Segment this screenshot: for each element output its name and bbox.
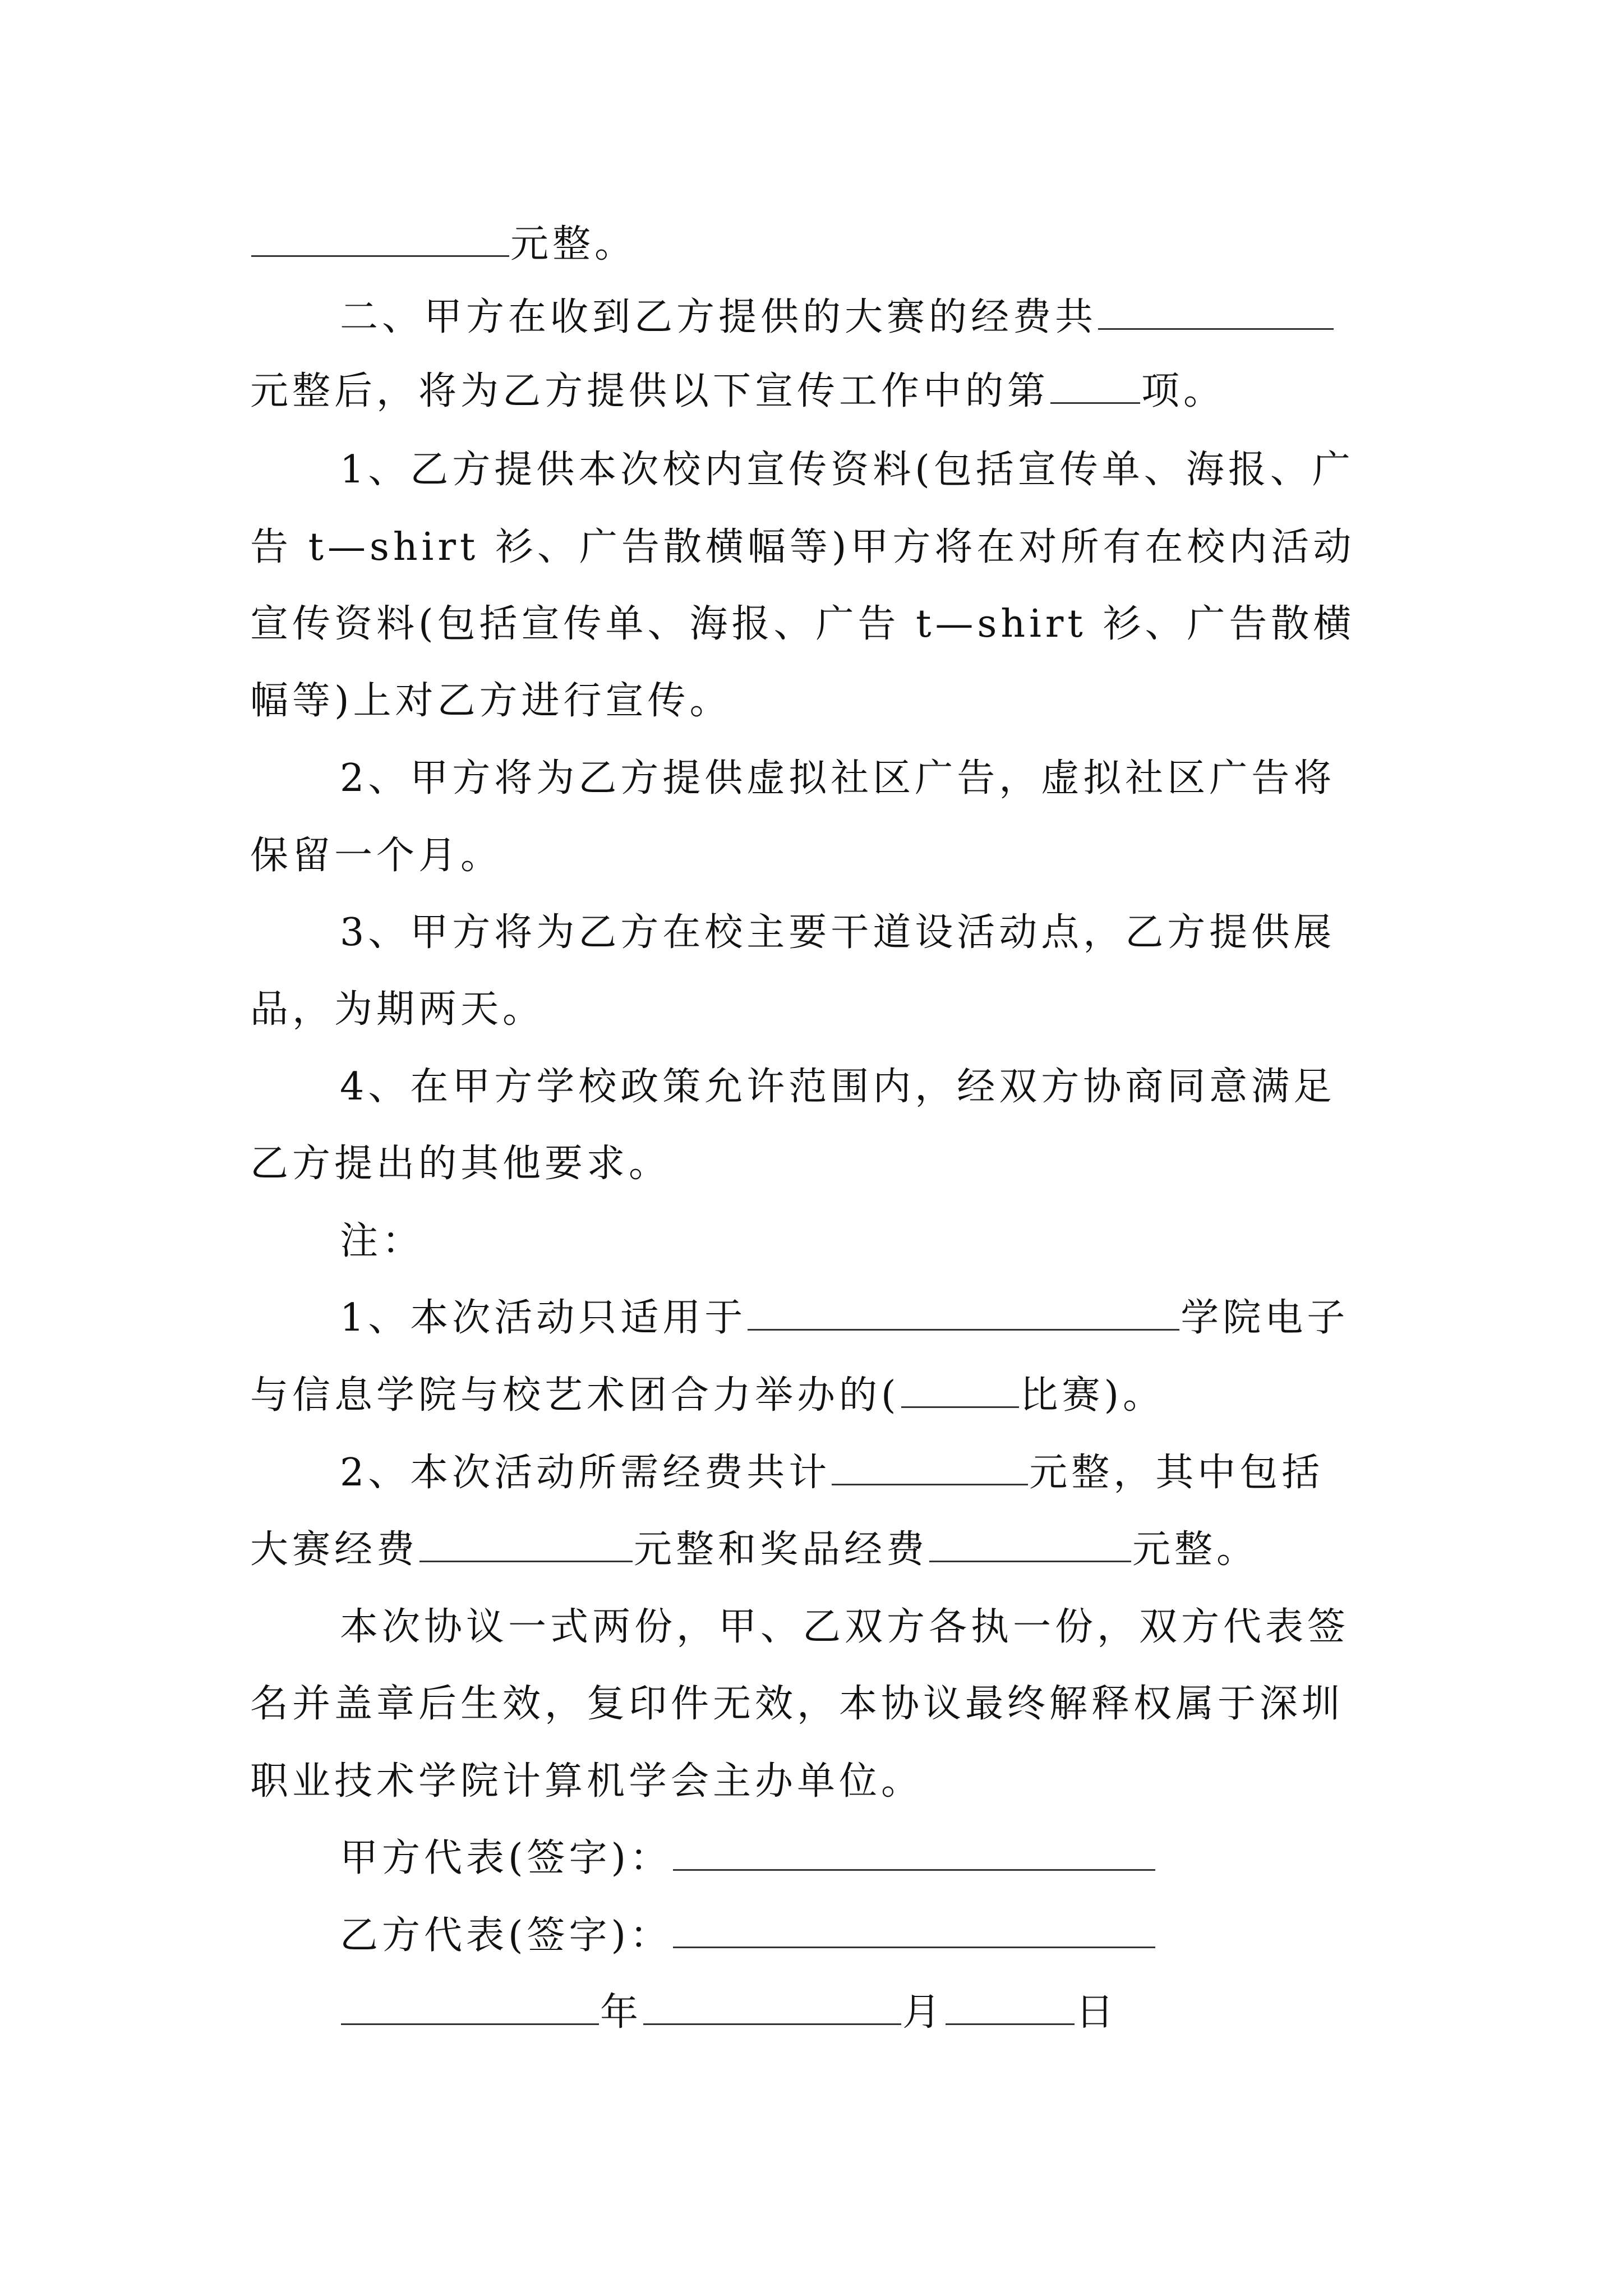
party-a-signature [340,1832,1156,1885]
fill-blank [901,1369,1019,1408]
text-line [250,218,637,272]
month-blank [643,1986,901,2025]
party-b-signature [340,1909,1156,1963]
signature-line [673,1832,1155,1871]
fill-blank [1050,365,1140,404]
date-line [340,1986,1118,2040]
signature-line [673,1910,1155,1948]
text-span: 项。 [1141,369,1226,413]
text-line [250,365,1225,418]
text-span: 年 [600,1990,643,2035]
text-line: 本次协议一式两份，甲、乙双方各执一份，双方代表签 [340,1605,1350,1649]
text-span: 2、本次活动所需经费共计 [340,1451,831,1495]
text-line: 宣传资料(包括宣传单、海报、广告 t—shirt 衫、广告散横 [250,602,1355,646]
fill-blank [419,1524,633,1562]
text-span: 元整。 [510,222,637,266]
text-span: 元整，其中包括 [1029,1451,1324,1495]
text-line: 2、甲方将为乙方提供虚拟社区广告，虚拟社区广告将 [340,756,1336,800]
text-span: 1、本次活动只适用于 [340,1296,747,1340]
text-line: 品，为期两天。 [250,987,545,1032]
text-line: 乙方提出的其他要求。 [250,1142,671,1186]
note-heading: 注： [340,1219,425,1263]
fill-blank [1098,291,1334,330]
text-line [250,1523,1258,1577]
fill-blank [929,1524,1131,1562]
text-span: 比赛)。 [1020,1373,1165,1418]
text-span: 月 [902,1990,945,2035]
text-span: 元整。 [1132,1527,1259,1572]
day-blank [946,1986,1075,2025]
text-span: 大赛经费 [250,1527,419,1572]
text-span: 元整和奖品经费 [634,1527,929,1572]
text-line [250,1369,1165,1423]
text-line: 名并盖章后生效，复印件无效，本协议最终解释权属于深圳 [250,1682,1344,1726]
fill-blank [748,1292,1179,1331]
text-line: 1、乙方提供本次校内宣传资料(包括宣传单、海报、广 [340,448,1354,492]
text-line [340,1291,1349,1345]
text-span: 甲方代表(签字)： [340,1836,672,1880]
text-line: 告 t—shirt 衫、广告散横幅等)甲方将在对所有在校内活动 [250,525,1355,569]
text-line: 保留一个月。 [250,834,503,878]
text-line: 职业技术学院计算机学会主办单位。 [250,1759,924,1803]
text-line [340,1446,1324,1500]
text-span: 二、甲方在收到乙方提供的大赛的经费共 [340,295,1098,339]
text-span: 乙方代表(签字)： [340,1913,672,1958]
text-span: 日 [1076,1990,1118,2035]
fill-blank [251,218,509,257]
year-blank [341,1986,599,2025]
text-line: 3、甲方将为乙方在校主要干道设活动点，乙方提供展 [340,910,1336,955]
text-line [340,291,1335,344]
text-span: 元整后，将为乙方提供以下宣传工作中的第 [250,369,1050,413]
text-line: 4、在甲方学校政策允许范围内，经双方协商同意满足 [340,1065,1336,1109]
text-line: 幅等)上对乙方进行宣传。 [250,679,732,723]
text-span: 学院电子 [1181,1296,1349,1340]
fill-blank [832,1447,1028,1485]
text-span: 与信息学院与校艺术团合力举办的( [250,1373,900,1418]
